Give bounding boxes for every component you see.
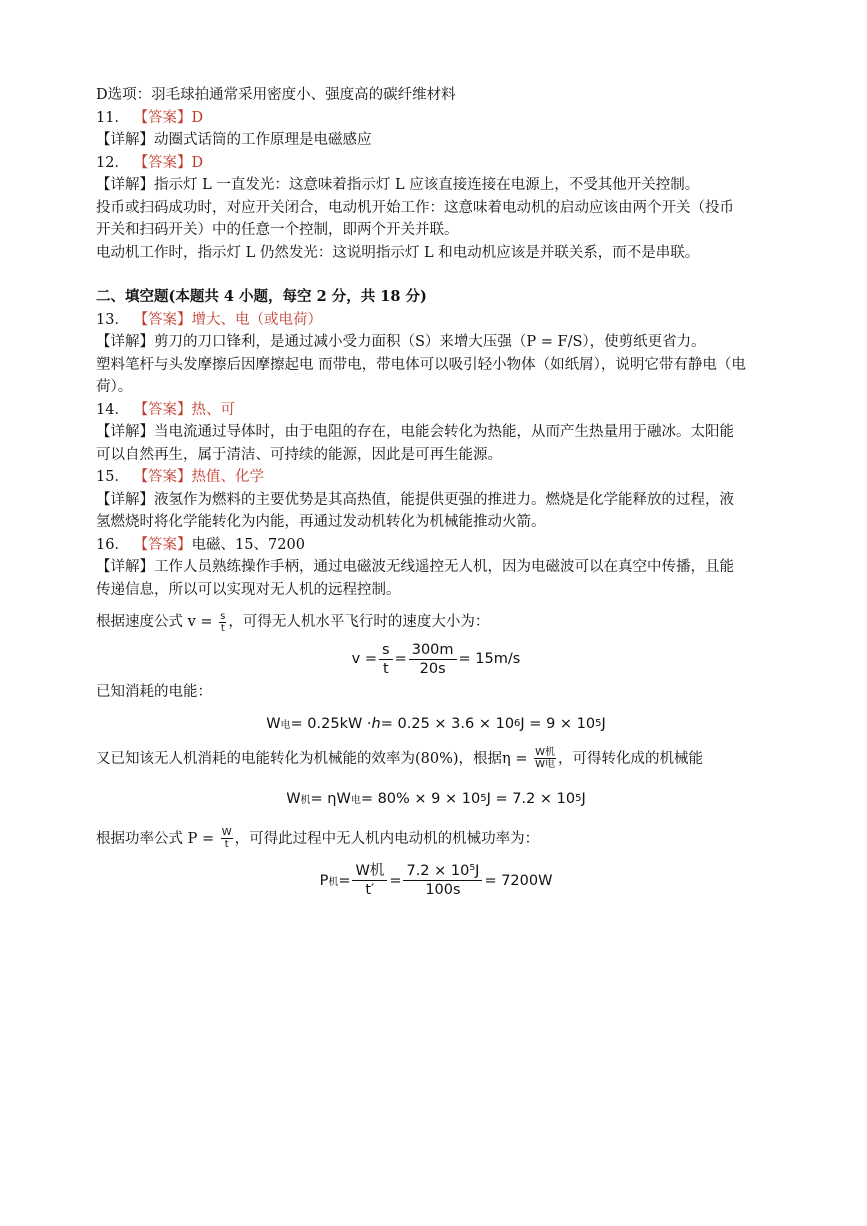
q16-detail-2: 传递信息，所以可以实现对无人机的远程控制。: [96, 581, 401, 598]
eq1-frac-st: [379, 641, 393, 678]
eq1-s: s: [379, 641, 393, 660]
q14-number: 14．: [96, 401, 129, 418]
eq4-frac-2: [403, 862, 482, 899]
section-2-heading: 二、填空题(本题共 4 小题，每空 2 分，共 18 分): [96, 288, 427, 305]
eq4-den1: t′: [365, 882, 375, 898]
v-formula-den: t: [220, 622, 225, 634]
eq3-b: = 80% × 9 × 10: [360, 790, 481, 807]
speed-equation: [96, 637, 776, 681]
v-formula-num: s: [220, 610, 226, 622]
eq3-d: J: [581, 790, 586, 807]
eq4-eq2: =: [389, 872, 402, 889]
q14-answer: 【答案】热、可: [133, 401, 236, 418]
q15-detail-1: 【详解】液氢作为燃料的主要优势是其高热值，能提供更强的推进力。燃烧是化学能释放的过程，液: [96, 491, 734, 508]
p-formula-num: W: [221, 827, 232, 838]
power-intro: [96, 824, 776, 854]
eq2-exp1: 6: [514, 718, 521, 729]
efficiency-intro: [96, 744, 776, 774]
eta-den: W电: [535, 759, 555, 770]
eff-intro-a: 又已知该无人机消耗的电能转化为机械能的效率为(80%)，根据η =: [96, 750, 533, 767]
energy-intro: 已知消耗的电能：: [96, 684, 212, 700]
q16-number: 16．: [96, 536, 129, 553]
eq1-den: 20s: [419, 660, 446, 677]
eq2-exp2: 5: [595, 718, 602, 729]
power-equation: [96, 854, 776, 908]
q12-detail-2b: 开关和扫码开关）中的任意一个控制，即两个开关并联。: [96, 222, 459, 238]
q12-answer-line: [96, 152, 776, 175]
q12-number: 12．: [96, 154, 129, 171]
eq3-exp1: 5: [480, 793, 487, 804]
q13-detail-1: 【详解】剪刀的刀口锋利，是通过减小受力面积（S）来增大压强（P = F/S），使剪纸更省力。: [96, 334, 706, 350]
eq2-c: J = 9 × 10: [520, 715, 596, 732]
eq3-c: J = 7.2 × 10: [486, 790, 576, 807]
q12-answer: 【答案】D: [133, 154, 204, 171]
answer-page: [96, 84, 776, 908]
eq2-b: = 0.25 × 3.6 × 10: [380, 715, 515, 732]
q13-number: 13．: [96, 311, 129, 328]
eq2-h: h: [371, 715, 381, 732]
q12-detail-3: 电动机工作时，指示灯 L 仍然发光：这说明指示灯 L 和电动机应该是并联关系，而不是串联。: [96, 244, 700, 261]
mechanical-energy-equation: [96, 774, 776, 824]
speed-intro-a: 根据速度公式 v =: [96, 614, 218, 630]
p-formula-den: t: [224, 839, 229, 850]
q14-answer-line: [96, 399, 776, 422]
eq4-num2: 7.2 × 10⁵J: [403, 862, 482, 881]
power-intro-b: ，可得此过程中无人机内电动机的机械功率为：: [234, 830, 540, 847]
eq3-sub2: 电: [350, 795, 361, 806]
eq4-frac-1: [352, 862, 387, 899]
eta-fraction: [534, 747, 556, 770]
q14-detail-1: 【详解】当电流通过导体时，由于电阻的存在，电能会转化为热能，从而产生热量用于融冰。太阳能: [96, 424, 734, 440]
eq3-w: W: [286, 790, 301, 807]
q16-answer-values: 电磁、15、7200: [191, 536, 305, 553]
q14-detail-2: 可以自然再生，属于清洁、可持续的能源，因此是可再生能源。: [96, 446, 502, 463]
p-formula-fraction: [221, 827, 233, 850]
q13-answer-line: [96, 309, 776, 332]
eq2-sub: 电: [280, 720, 291, 731]
q16-detail-1: 【详解】工作人员熟练操作手柄，通过电磁波无线遥控无人机，因为电磁波可以在真空中传播，且能: [96, 559, 734, 575]
d-option-line: D选项：羽毛球拍通常采用密度小、强度高的碳纤维材料: [96, 87, 456, 103]
q13-detail-2b: 荷）。: [96, 379, 133, 395]
eq2-a: = 0.25kW ·: [290, 715, 372, 732]
eq3-exp2: 5: [575, 793, 582, 804]
q16-answer-line: [96, 534, 776, 557]
q15-detail-2: 氢燃烧时将化学能转化为内能，再通过发动机转化为机械能推动火箭。: [96, 514, 546, 530]
eq1-lhs: v =: [351, 651, 378, 667]
eq2-d: J: [601, 715, 606, 732]
eq4-rhs: = 7200W: [484, 872, 553, 889]
eq4-eq: =: [338, 872, 351, 889]
speed-intro: [96, 607, 776, 637]
eq1-mid: =: [394, 651, 407, 667]
q16-answer-label: 【答案】: [133, 536, 192, 553]
speed-intro-b: ，可得无人机水平飞行时的速度大小为：: [228, 614, 490, 630]
eff-intro-b: ，可得转化成的机械能: [558, 750, 703, 767]
eq4-num1: W机: [352, 862, 387, 881]
eq3-a: = ηW: [310, 790, 351, 807]
q15-answer: 【答案】热值、化学: [133, 469, 265, 485]
eq4-p: P: [319, 872, 329, 889]
eq2-w: W: [266, 715, 281, 732]
power-intro-a: 根据功率公式 P =: [96, 830, 219, 847]
q11-answer-line: [96, 107, 776, 130]
eta-num: W机: [535, 747, 555, 758]
eq1-rhs: = 15m/s: [458, 651, 521, 667]
eq4-sub: 机: [328, 877, 339, 888]
eq1-t: t: [382, 660, 389, 677]
v-formula-fraction: [219, 611, 226, 634]
q15-answer-line: [96, 466, 776, 489]
eq4-den2: 100s: [425, 882, 461, 898]
q11-detail: 【详解】动圈式话筒的工作原理是电磁感应: [96, 132, 372, 148]
eq1-frac-values: [409, 641, 457, 678]
q13-detail-2a: 塑料笔杆与头发摩擦后因摩擦起电 而带电，带电体可以吸引轻小物体（如纸屑），说明它带有静电（电: [96, 356, 746, 373]
energy-equation: [96, 704, 776, 744]
eq1-num: 300m: [409, 641, 457, 660]
q11-answer: 【答案】D: [133, 109, 204, 126]
q11-number: 11．: [96, 109, 129, 126]
q13-answer: 【答案】增大、电（或电荷）: [133, 311, 323, 328]
q12-detail-1: 【详解】指示灯 L 一直发光：这意味着指示灯 L 应该直接连接在电源上，不受其他开关控制。: [96, 177, 700, 193]
q12-detail-2a: 投币或扫码成功时，对应开关闭合，电动机开始工作：这意味着电动机的启动应该由两个开关（投币: [96, 199, 734, 216]
eq3-sub: 机: [300, 795, 311, 806]
q15-number: 15．: [96, 469, 129, 485]
